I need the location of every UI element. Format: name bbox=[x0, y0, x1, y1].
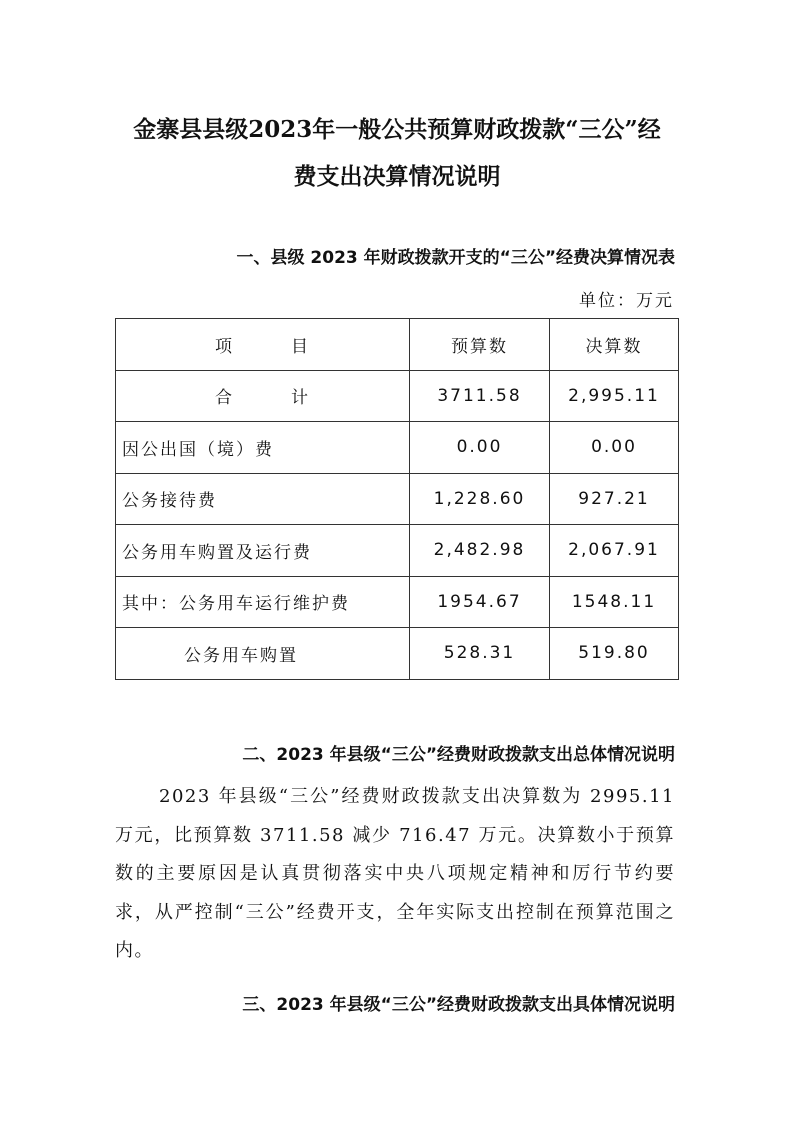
row-budget: 1,228.60 bbox=[410, 473, 550, 525]
section-2-heading: 二、2023 年县级“三公”经费财政拨款支出总体情况说明 bbox=[242, 745, 675, 765]
table-row bbox=[116, 628, 679, 680]
header-actual: 决算数 bbox=[550, 319, 679, 371]
row-actual: 927.21 bbox=[550, 473, 679, 525]
row-item: 公务用车购置 bbox=[116, 628, 410, 680]
document-title-line-1: 金寨县县级2023年一般公共预算财政拨款“三公”经 bbox=[133, 116, 661, 143]
row-actual: 1548.11 bbox=[550, 576, 679, 628]
section-2-paragraph: 2023 年县级“三公”经费财政拨款支出决算数为 2995.11 万元，比预算数 3711.58 减少 716.47 万元。决算数小于预算数的主要原因是认真贯彻落实中央八项规定精神和厉行节约要求，从严控制“三公”经费开支，全年实际支出控制在预算范围之内。 bbox=[115, 786, 675, 961]
table-row bbox=[116, 370, 679, 422]
section-1-heading: 一、县级 2023 年财政拨款开支的“三公”经费决算情况表 bbox=[236, 248, 675, 268]
header-budget: 预算数 bbox=[410, 319, 550, 371]
section-3-heading: 三、2023 年县级“三公”经费财政拨款支出具体情况说明 bbox=[242, 995, 675, 1015]
row-item: 因公出国（境）费 bbox=[116, 422, 410, 474]
row-actual: 2,995.11 bbox=[550, 370, 679, 422]
row-item: 合 计 bbox=[116, 370, 410, 422]
row-item: 其中：公务用车运行维护费 bbox=[116, 576, 410, 628]
row-item: 公务用车购置及运行费 bbox=[116, 525, 410, 577]
row-budget: 528.31 bbox=[410, 628, 550, 680]
table-row bbox=[116, 422, 679, 474]
row-actual: 519.80 bbox=[550, 628, 679, 680]
row-budget: 1954.67 bbox=[410, 576, 550, 628]
row-actual: 0.00 bbox=[550, 422, 679, 474]
budget-table bbox=[115, 318, 679, 680]
row-budget: 3711.58 bbox=[410, 370, 550, 422]
table-header-row bbox=[116, 319, 679, 371]
table-row bbox=[116, 473, 679, 525]
row-budget: 0.00 bbox=[410, 422, 550, 474]
unit-label: 单位：万元 bbox=[579, 291, 674, 311]
table-row bbox=[116, 525, 679, 577]
row-actual: 2,067.91 bbox=[550, 525, 679, 577]
row-item: 公务接待费 bbox=[116, 473, 410, 525]
header-item: 项 目 bbox=[116, 319, 410, 371]
table-row bbox=[116, 576, 679, 628]
row-budget: 2,482.98 bbox=[410, 525, 550, 577]
document-title-line-2: 费支出决算情况说明 bbox=[293, 163, 501, 190]
